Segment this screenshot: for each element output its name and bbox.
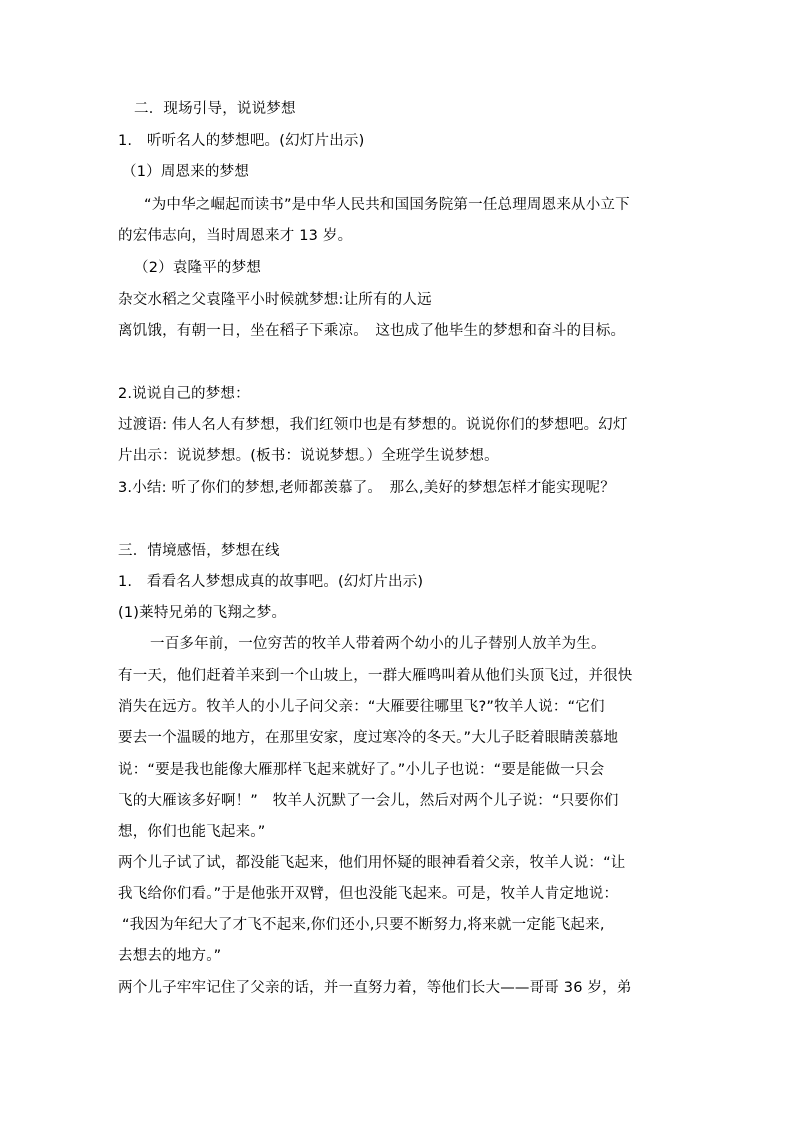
paragraph-line: 有一天，他们赶着羊来到一个山坡上，一群大雁鸣叫着从他们头顶飞过，并很快: [118, 668, 633, 684]
paragraph-line: 的宏伟志向，当时周恩来才 13 岁。: [118, 228, 353, 244]
subheading-zhou-enlai: （1）周恩来的梦想: [122, 164, 250, 180]
paragraph-line: 片出示：说说梦想。(板书：说说梦想。）全班学生说梦想。: [118, 448, 499, 464]
subheading-yuan-longping: （2）袁隆平的梦想: [134, 260, 262, 276]
paragraph-line: 过渡语: 伟人名人有梦想，我们红领巾也是有梦想的。说说你们的梦想吧。幻灯: [118, 417, 628, 433]
paragraph-line: “我因为年纪大了才飞不起来,你们还小,只要不断努力,将来就一定能飞起来,: [122, 917, 605, 933]
subheading-wright-brothers: (1)莱特兄弟的飞翔之梦。: [118, 605, 287, 621]
paragraph-line: “为中华之崛起而读书”是中华人民共和国国务院第一任总理周恩来从小立下: [144, 197, 630, 213]
paragraph-line: 说：“要是我也能像大雁那样飞起来就好了。”小儿子也说：“要是能做一只会: [118, 762, 605, 778]
subheading-own-dreams: 2.说说自己的梦想：: [118, 386, 250, 402]
paragraph-line: 去想去的地方。”: [118, 948, 222, 964]
section-two-heading: 二．现场引导，说说梦想: [134, 101, 296, 117]
paragraph-line: 要去一个温暖的地方，在那里安家，度过寒冷的冬天。”大儿子眨着眼睛羡慕地: [118, 730, 619, 746]
paragraph-line: 杂交水稻之父袁隆平小时候就梦想:让所有的人远: [118, 292, 432, 308]
paragraph-line: 1. 看看名人梦想成真的故事吧。(幻灯片出示): [118, 574, 424, 590]
section-three-heading: 三．情境感悟，梦想在线: [118, 543, 280, 559]
paragraph-line: 一百多年前，一位穷苦的牧羊人带着两个幼小的儿子替别人放羊为生。: [150, 636, 606, 652]
paragraph-line: 1. 听听名人的梦想吧。(幻灯片出示): [118, 133, 365, 149]
paragraph-line: 消失在远方。牧羊人的小儿子问父亲：“大雁要往哪里飞?”牧羊人说：“它们: [118, 699, 605, 715]
paragraph-line: 想，你们也能飞起来。”: [118, 824, 266, 840]
paragraph-line: 离饥饿，有朝一日，坐在稻子下乘凉。 这也成了他毕生的梦想和奋斗的目标。: [118, 323, 626, 339]
paragraph-line: 两个儿子牢牢记住了父亲的话，并一直努力着，等他们长大——哥哥 36 岁，弟: [118, 980, 632, 996]
paragraph-line: 两个儿子试了试，都没能飞起来，他们用怀疑的眼神看着父亲，牧羊人说：“让: [118, 855, 626, 871]
paragraph-line: 飞的大雁该多好啊！” 牧羊人沉默了一会儿，然后对两个儿子说：“只要你们: [118, 793, 619, 809]
paragraph-line: 我飞给你们看。”于是他张开双臂，但也没能飞起来。可是，牧羊人肯定地说：: [118, 886, 619, 902]
paragraph-line: 3.小结: 听了你们的梦想,老师都羡慕了。 那么,美好的梦想怎样才能实现呢？: [118, 480, 615, 496]
